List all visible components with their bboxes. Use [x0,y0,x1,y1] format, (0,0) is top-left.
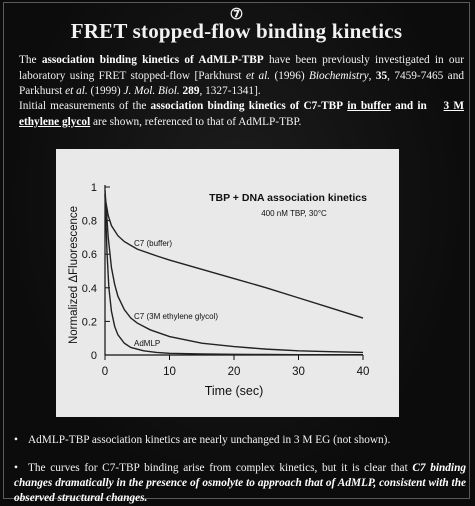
slide-number: ⑦ [229,7,244,23]
series-label: C7 (buffer) [134,239,173,248]
chart-subtitle: 400 nM TBP, 30°C [261,209,327,218]
y-tick-label: 0.6 [81,249,97,262]
bullet-1: • AdMLP-TBP association kinetics are nearly unchanged in 3 M EG (not shown). [14,434,391,446]
kinetics-chart [56,149,399,417]
x-tick-label: 10 [163,366,176,378]
measurement-paragraph: Initial measurements of the association binding kinetics of C7-TBP in buffer and in 3 M ethylene glycol are shown, referenced to that of AdMLP-TBP. [19,100,465,128]
x-tick-label: 30 [292,366,305,378]
y-tick-label: 0.8 [81,215,97,228]
y-tick-label: 0.2 [81,316,97,329]
y-tick-label: 0.4 [81,282,97,295]
y-tick-label: 0 [90,350,97,362]
slide-frame [3,2,470,504]
chart-title: TBP + DNA association kinetics [209,192,367,204]
y-axis-label: Normalized ΔFluorescence [68,205,80,345]
chart-svg [56,149,399,417]
slide-title: FRET stopped-flow binding kinetics [70,19,403,43]
y-tick-label: 1 [90,182,97,194]
bullet-2: • The curves for C7-TBP binding arise from complex kinetics, but it is clear that C7 binding changes dramatically in the presence of osmolyte to approach that of AdMLP, consistent with the observed structural changes. [14,462,466,504]
x-tick-label: 0 [101,366,109,378]
series-label: AdMLP [134,339,161,348]
x-tick-label: 40 [356,366,370,378]
intro-paragraph: The association binding kinetics of AdMLP-TBP have been previously investigated in our laboratory using FRET stopped-flow [Parkhurst et al. (1996) Biochemistry, 35, 7459-7465 and Parkhurst et al. (1999) J. Mol. Biol. 289, 1327-1341]. [19,54,464,97]
series-label: C7 (3M ethylene glycol) [134,312,219,321]
x-axis-label: Time (sec) [204,384,264,398]
x-tick-label: 20 [227,366,241,378]
